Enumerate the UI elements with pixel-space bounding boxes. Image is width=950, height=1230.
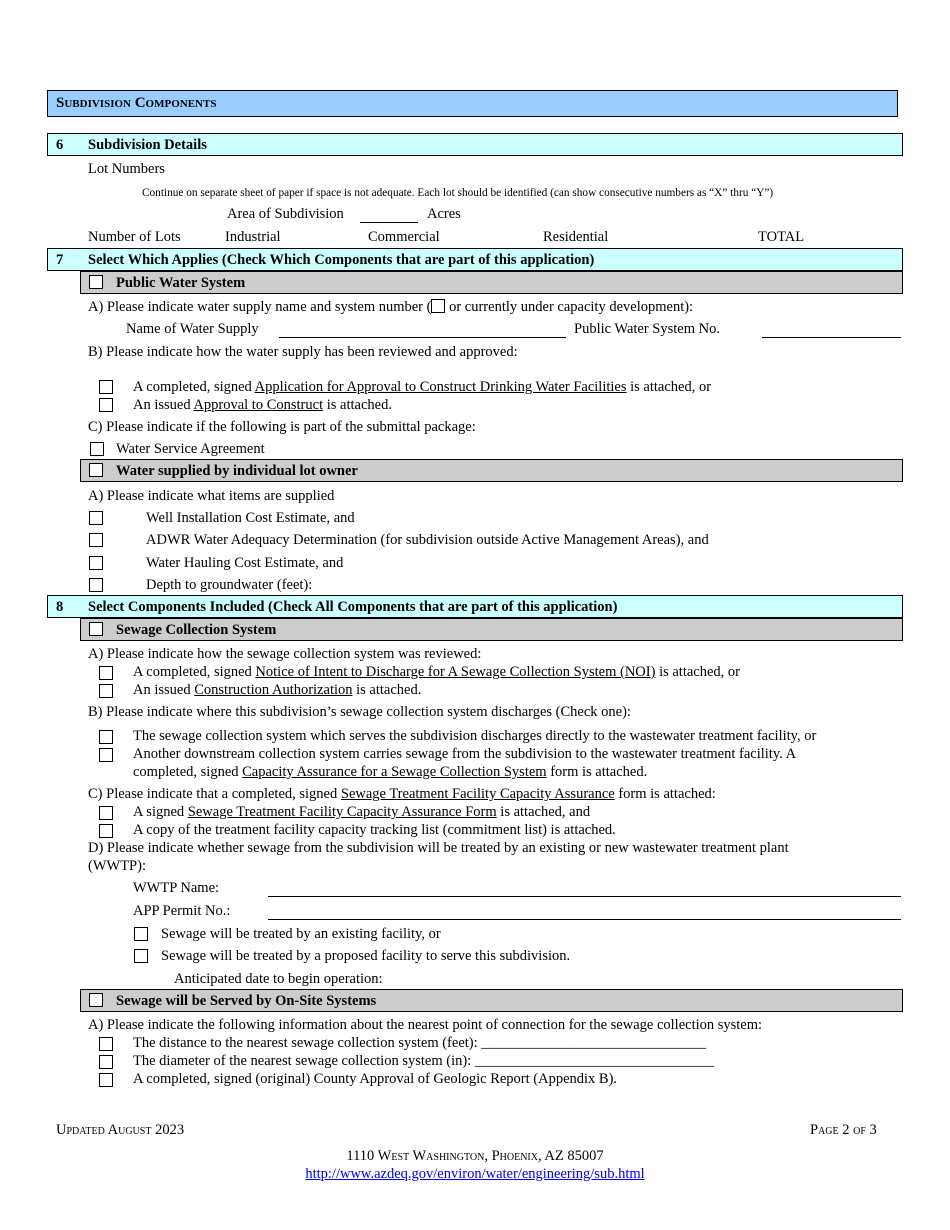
sewage-collection-header: [80, 618, 903, 641]
geologic-report-label: A completed, signed (original) County Approval of Geologic Report (Appendix B).: [133, 1071, 618, 1087]
onsite-question-a: A) Please indicate the following information about the nearest point of connection for the sewage collection system:: [88, 1017, 763, 1033]
c1-post: is attached, and: [496, 804, 591, 820]
construction-authorization-text: [133, 682, 421, 699]
water-service-agreement-checkbox[interactable]: [90, 442, 104, 456]
water-service-agreement-label: Water Service Agreement: [116, 441, 265, 457]
water-hauling-label: Water Hauling Cost Estimate, and: [146, 555, 344, 571]
depth-groundwater-checkbox[interactable]: [89, 578, 103, 592]
a2-post: is attached.: [352, 682, 422, 698]
downstream-system-checkbox[interactable]: [99, 748, 113, 762]
sewage-collection-checkbox[interactable]: [89, 622, 103, 636]
section-title: Subdivision Components: [56, 95, 217, 111]
approval-to-construct-checkbox[interactable]: [99, 398, 113, 412]
existing-facility-label: Sewage will be treated by an existing facility, or: [161, 926, 441, 942]
depth-groundwater-label: Depth to groundwater (feet):: [146, 577, 313, 593]
water-supply-name-input[interactable]: [279, 337, 566, 338]
adwr-label: ADWR Water Adequacy Determination (for subdivision outside Active Management Areas), and: [146, 532, 709, 548]
lot-owner-header: [80, 459, 903, 482]
lot-owner-checkbox[interactable]: [89, 463, 103, 477]
opt1-post: is attached, or: [626, 379, 712, 395]
sewage-question-b: B) Please indicate where this subdivision’s sewage collection system discharges (Check one):: [88, 704, 631, 720]
footer-url-wrap: [0, 1166, 950, 1183]
commitment-list-label: A copy of the treatment facility capacity tracking list (commitment list) is attached.: [133, 822, 616, 838]
proposed-facility-checkbox[interactable]: [134, 949, 148, 963]
direct-discharge-checkbox[interactable]: [99, 730, 113, 744]
c-pre: C) Please indicate that a completed, signed: [88, 786, 341, 802]
app-permit-input[interactable]: [268, 919, 901, 920]
pws-number-input[interactable]: [762, 337, 901, 338]
approval-to-construct-link[interactable]: Approval to Construct: [193, 397, 324, 413]
number-of-lots-label: Number of Lots: [88, 229, 181, 245]
lot-note: Continue on separate sheet of paper if space is not adequate. Each lot should be identified (can show consecutive numbers as “X” thru “Y”): [142, 187, 774, 199]
sewage-question-d-line1: D) Please indicate whether sewage from the subdivision will be treated by an existing or new wastewater treatment plant: [88, 840, 789, 856]
proposed-facility-label: Sewage will be treated by a proposed facility to serve this subdivision.: [161, 948, 571, 964]
app-approval-construct-text: [133, 379, 711, 396]
stf-capacity-assurance-link[interactable]: Sewage Treatment Facility Capacity Assurance: [340, 786, 615, 802]
noi-text: [133, 664, 740, 681]
footer-updated: Updated August 2023: [56, 1122, 185, 1138]
section-7-title: Select Which Applies (Check Which Components that are part of this application): [88, 252, 595, 268]
sewage-question-a: A) Please indicate how the sewage collection system was reviewed:: [88, 646, 482, 662]
onsite-systems-checkbox[interactable]: [89, 993, 103, 1007]
section-8-number: 8: [56, 599, 64, 615]
existing-facility-checkbox[interactable]: [134, 927, 148, 941]
section-6-number: 6: [56, 137, 64, 153]
sewage-question-d-line2: (WWTP):: [88, 858, 146, 874]
water-hauling-checkbox[interactable]: [89, 556, 103, 570]
section-header: [47, 90, 898, 117]
opt1-pre: A completed, signed: [133, 379, 255, 395]
pws-question-c: C) Please indicate if the following is part of the submittal package:: [88, 419, 476, 435]
downstream-system-line1: Another downstream collection system carries sewage from the subdivision to the wastewater treatment facility. A: [133, 746, 797, 762]
pws-question-a-post: or currently under capacity development):: [445, 299, 694, 315]
total-label: TOTAL: [758, 229, 805, 245]
onsite-systems-title: Sewage will be Served by On-Site Systems: [116, 993, 377, 1009]
stf-form-link[interactable]: Sewage Treatment Facility Capacity Assurance Form: [187, 804, 497, 820]
a1-pre: A completed, signed: [133, 664, 256, 680]
public-water-system-checkbox[interactable]: [89, 275, 103, 289]
b2-post: form is attached.: [546, 764, 648, 780]
c1-pre: A signed: [133, 804, 188, 820]
diameter-label: The diameter of the nearest sewage collection system (in): _________________________________: [133, 1053, 715, 1069]
distance-label: The distance to the nearest sewage collection system (feet): _______________________________: [133, 1035, 707, 1051]
section-7-header: [47, 248, 903, 271]
pws-number-label: Public Water System No.: [574, 321, 720, 337]
lot-numbers-label: Lot Numbers: [88, 161, 165, 177]
adwr-checkbox[interactable]: [89, 533, 103, 547]
sewage-collection-title: Sewage Collection System: [116, 622, 277, 638]
wwtp-name-label: WWTP Name:: [133, 880, 220, 896]
noi-checkbox[interactable]: [99, 666, 113, 680]
area-input[interactable]: [360, 222, 418, 223]
section-7-number: 7: [56, 252, 64, 268]
pws-question-a-pre: A) Please indicate water supply name and system number (: [88, 299, 432, 315]
pws-question-b: B) Please indicate how the water supply has been reviewed and approved:: [88, 344, 518, 360]
app-approval-construct-link[interactable]: Application for Approval to Construct Drinking Water Facilities: [254, 379, 627, 395]
construction-authorization-checkbox[interactable]: [99, 684, 113, 698]
public-water-system-title: Public Water System: [116, 275, 246, 291]
downstream-system-line2: [133, 764, 647, 781]
noi-link[interactable]: Notice of Intent to Discharge for A Sewage Collection System (NOI): [255, 664, 656, 680]
public-water-system-header: [80, 271, 903, 294]
opt2-pre: An issued: [133, 397, 194, 413]
stf-form-checkbox[interactable]: [99, 806, 113, 820]
footer-address: 1110 West Washington, Phoenix, AZ 85007: [346, 1148, 604, 1164]
c-post: form is attached:: [614, 786, 716, 802]
direct-discharge-label: The sewage collection system which serves the subdivision discharges directly to the wastewater treatment facility, or: [133, 728, 817, 744]
residential-label: Residential: [543, 229, 609, 245]
geologic-report-checkbox[interactable]: [99, 1073, 113, 1087]
sewage-question-c: [88, 786, 716, 803]
app-permit-label: APP Permit No.:: [133, 903, 231, 919]
commercial-label: Commercial: [368, 229, 440, 245]
capacity-development-checkbox[interactable]: [431, 299, 445, 313]
area-label: Area of Subdivision: [227, 206, 344, 222]
footer-page: Page 2 of 3: [810, 1122, 877, 1138]
water-supply-name-label: Name of Water Supply: [126, 321, 259, 337]
opt2-post: is attached.: [323, 397, 392, 413]
a2-pre: An issued: [133, 682, 195, 698]
b2-pre: completed, signed: [133, 764, 243, 780]
approval-to-construct-text: [133, 397, 392, 414]
capacity-assurance-link[interactable]: Capacity Assurance for a Sewage Collection System: [242, 764, 547, 780]
commitment-list-checkbox[interactable]: [99, 824, 113, 838]
a1-post: is attached, or: [655, 664, 740, 680]
stf-form-text: [133, 804, 590, 821]
construction-authorization-link[interactable]: Construction Authorization: [194, 682, 353, 698]
acres-label: Acres: [427, 206, 461, 222]
footer-url-link[interactable]: http://www.azdeq.gov/environ/water/engineering/sub.html: [305, 1166, 645, 1182]
well-installation-label: Well Installation Cost Estimate, and: [146, 510, 355, 526]
wwtp-name-input[interactable]: [268, 896, 901, 897]
lot-owner-question-a: A) Please indicate what items are supplied: [88, 488, 335, 504]
onsite-systems-header: [80, 989, 903, 1012]
industrial-label: Industrial: [225, 229, 281, 245]
diameter-checkbox[interactable]: [99, 1055, 113, 1069]
lot-owner-title: Water supplied by individual lot owner: [116, 463, 358, 479]
well-installation-checkbox[interactable]: [89, 511, 103, 525]
app-approval-construct-checkbox[interactable]: [99, 380, 113, 394]
section-6-header: [47, 133, 903, 156]
section-8-header: [47, 595, 903, 618]
section-6-title: Subdivision Details: [88, 137, 207, 153]
section-8-title: Select Components Included (Check All Components that are part of this application): [88, 599, 618, 615]
distance-checkbox[interactable]: [99, 1037, 113, 1051]
anticipated-date-label: Anticipated date to begin operation:: [174, 971, 383, 987]
pws-question-a: [88, 299, 693, 316]
